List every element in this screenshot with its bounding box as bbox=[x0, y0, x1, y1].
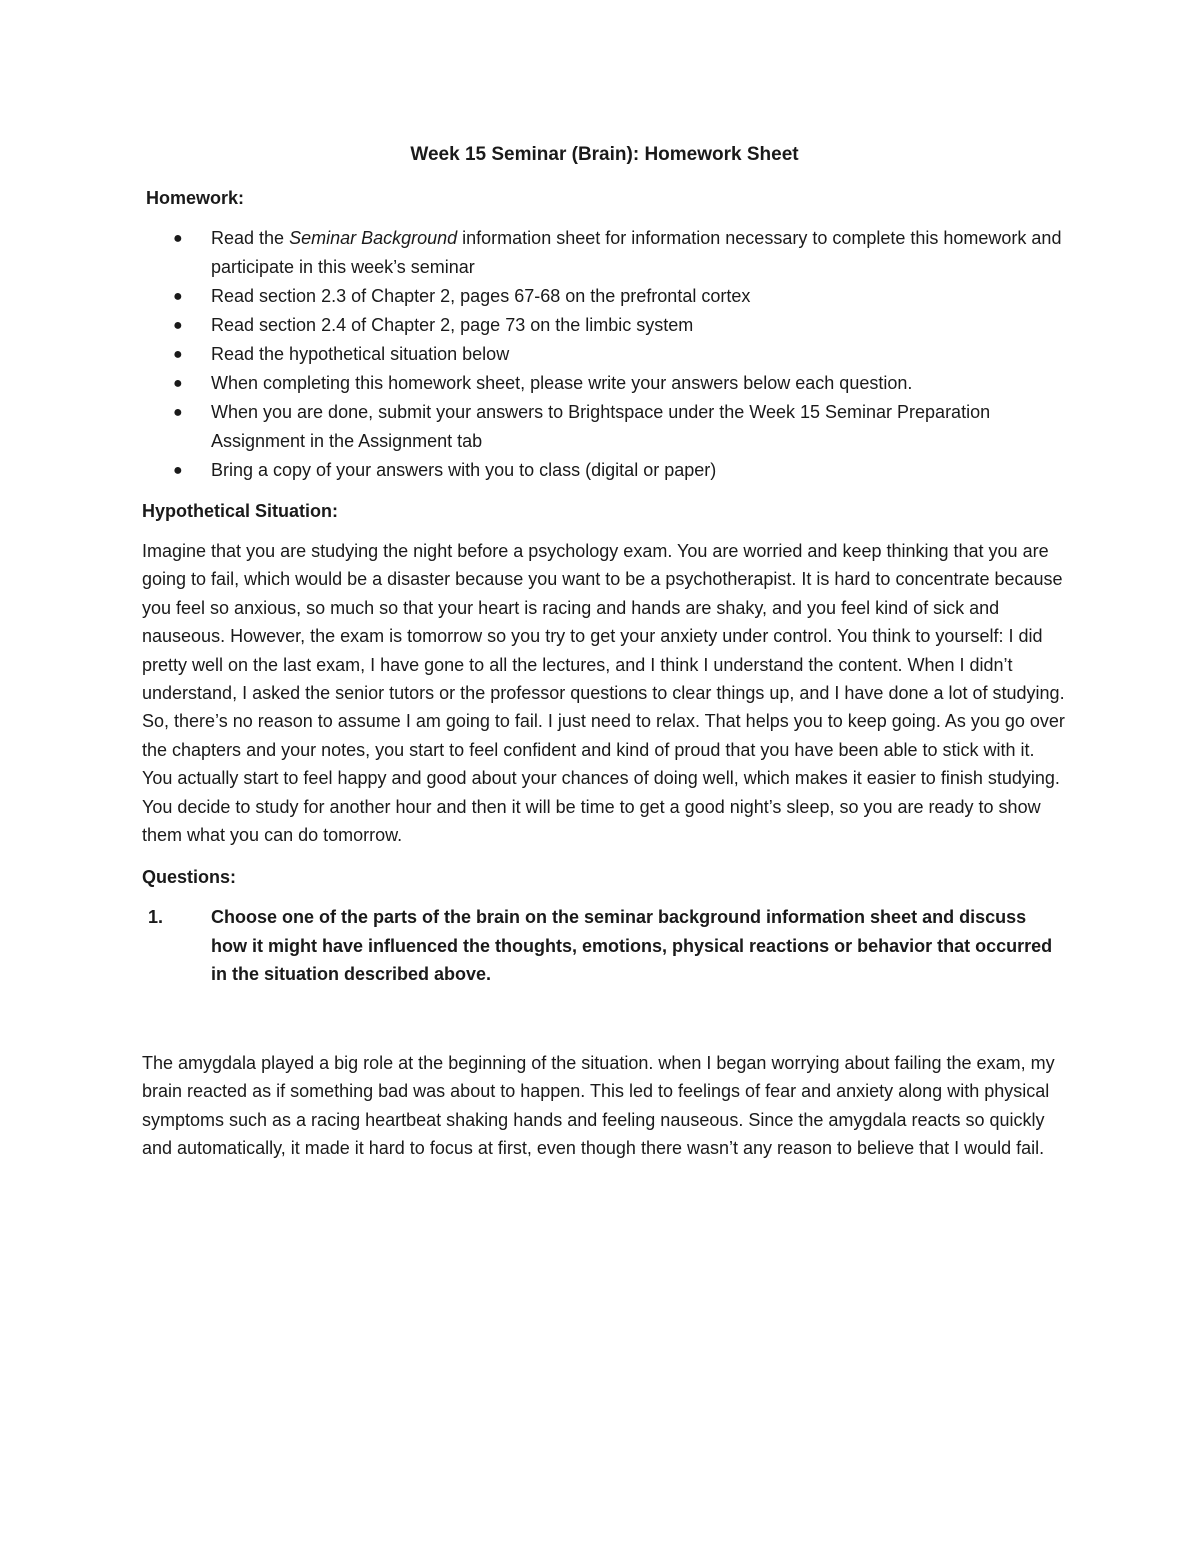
bullet-icon: ● bbox=[173, 288, 183, 305]
document-page bbox=[142, 140, 1067, 1162]
bullet-icon: ● bbox=[173, 462, 183, 479]
list-item-text: When you are done, submit your answers to Brightspace under the Week 15 Seminar Preparation Assignment in the Assignment tab bbox=[211, 402, 991, 451]
list-item-text: Bring a copy of your answers with you to class (digital or paper) bbox=[211, 460, 717, 480]
list-item-emphasis: Seminar Background bbox=[289, 228, 458, 248]
list-item-text: Read section 2.4 of Chapter 2, page 73 on the limbic system bbox=[211, 315, 694, 335]
list-item bbox=[142, 224, 1067, 282]
bullet-icon: ● bbox=[173, 230, 183, 247]
page-title: Week 15 Seminar (Brain): Homework Sheet bbox=[410, 144, 799, 165]
homework-list bbox=[142, 224, 1067, 485]
situation-paragraph: Imagine that you are studying the night before a psychology exam. You are worried and keep thinking that you are going to fail, which would be a disaster because you want to be a psychotherapist. It is hard to concentrate because you feel so anxious, so much so that your heart is racing and hands are shaky, and you feel kind of sick and nauseous. However, the exam is tomorrow so you try to get your anxiety under control. You think to yourself: I did pretty well on the last exam, I have gone to all the lectures, and I think I understand the content. When I didn’t understand, I asked the senior tutors or the professor questions to clear things up, and I have done a lot of studying. So, there’s no reason to assume I am going to fail. I just need to relax. That helps you to keep going. As you go over the chapters and your notes, you start to feel confident and kind of proud that you have been able to stick with it. You actually start to feel happy and good about your chances of doing well, which makes it easier to finish studying. You decide to study for another hour and then it will be time to get a good night’s sleep, so you are ready to show them what you can do tomorrow. bbox=[142, 541, 1065, 846]
answer-paragraph: The amygdala played a big role at the beginning of the situation. when I began worrying about failing the exam, my brain reacted as if something bad was about to happen. This led to feelings of fear and anxiety along with physical symptoms such as a racing heartbeat shaking hands and feeling nauseous. Since the amygdala reacts so quickly and automatically, it made it hard to focus at first, even though there wasn’t any reason to believe that I would fail. bbox=[142, 1052, 1055, 1158]
bullet-icon: ● bbox=[173, 346, 183, 363]
list-item bbox=[142, 369, 1067, 398]
question-1 bbox=[142, 903, 1067, 988]
list-item-text: Read section 2.3 of Chapter 2, pages 67-68 on the prefrontal cortex bbox=[211, 286, 751, 306]
bullet-icon: ● bbox=[173, 375, 183, 392]
list-item-text: Read the hypothetical situation below bbox=[211, 344, 510, 364]
situation-heading: Hypothetical Situation: bbox=[142, 501, 339, 521]
homework-heading: Homework: bbox=[146, 188, 245, 208]
list-item-prefix: Read the bbox=[211, 228, 290, 248]
list-item-suffix: information sheet for information necessary to complete this homework and participate in this week’s seminar bbox=[211, 228, 1062, 277]
list-item bbox=[142, 340, 1067, 369]
question-number: 1. bbox=[148, 907, 164, 928]
question-text: Choose one of the parts of the brain on the seminar background information sheet and discuss how it might have influenced the thoughts, emotions, physical reactions or behavior that occurred in the situation described above. bbox=[211, 907, 1053, 985]
list-item bbox=[142, 398, 1067, 456]
list-item-text: When completing this homework sheet, please write your answers below each question. bbox=[211, 373, 913, 393]
bullet-icon: ● bbox=[173, 404, 183, 421]
bullet-icon: ● bbox=[173, 317, 183, 334]
list-item bbox=[142, 282, 1067, 311]
questions-heading: Questions: bbox=[142, 867, 237, 888]
list-item bbox=[142, 311, 1067, 340]
list-item bbox=[142, 456, 1067, 485]
